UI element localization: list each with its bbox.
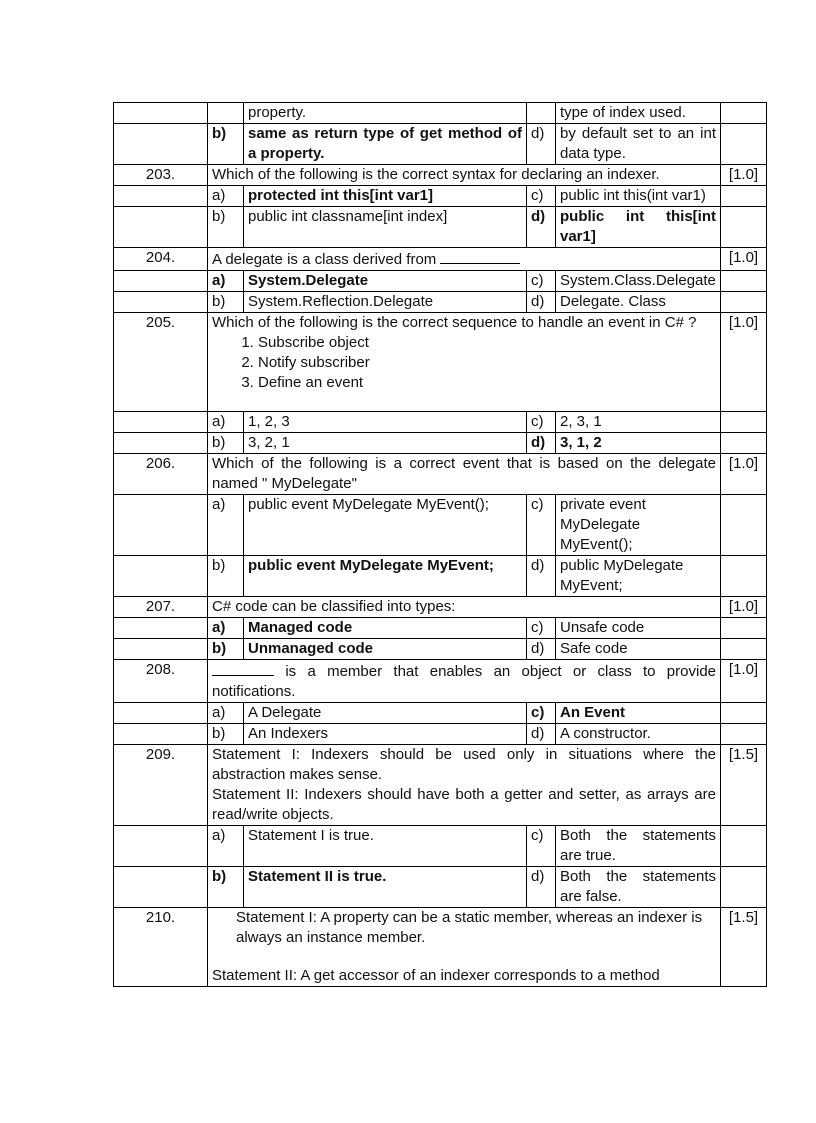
- table-row: [114, 271, 767, 292]
- question-cell: [208, 908, 721, 987]
- option-d: public MyDelegate MyEvent;: [556, 556, 721, 597]
- table-row: [114, 124, 767, 165]
- table-row: [114, 618, 767, 639]
- question-text: C# code can be classified into types:: [208, 597, 721, 618]
- question-text: A delegate is a class derived from: [212, 251, 437, 268]
- question-row: [114, 248, 767, 271]
- table-row: [114, 495, 767, 556]
- table-row: [114, 103, 767, 124]
- option-d: by default set to an int data type.: [556, 124, 721, 165]
- option-text: property.: [244, 103, 527, 124]
- question-number: 204.: [114, 248, 208, 271]
- statement-2: Statement II: A get accessor of an indexer corresponds to a method: [212, 967, 660, 984]
- question-cell: [208, 313, 721, 412]
- option-c: private event MyDelegate MyEvent();: [556, 495, 721, 556]
- question-text: is a member that enables an object or class to provide notifications.: [212, 663, 717, 700]
- question-cell: [208, 660, 721, 703]
- table-row: [114, 703, 767, 724]
- option-letter: d): [527, 292, 556, 313]
- statement-1: Statement I: A property can be a static member, whereas an indexer is always an instance member.: [236, 909, 703, 946]
- option-a-correct: protected int this[int var1]: [244, 186, 527, 207]
- question-row: [114, 660, 767, 703]
- option-letter: b): [208, 724, 244, 745]
- question-row: [114, 313, 767, 412]
- question-text: Which of the following is the correct sequence to handle an event in C# ?: [212, 314, 697, 331]
- option-a: A Delegate: [244, 703, 527, 724]
- option-letter: c): [527, 186, 556, 207]
- option-text: type of index used.: [556, 103, 721, 124]
- marks: [1.0]: [721, 660, 767, 703]
- table-row: [114, 292, 767, 313]
- option-letter: c): [527, 618, 556, 639]
- option-letter: c): [527, 412, 556, 433]
- table-row: [114, 433, 767, 454]
- option-a-correct: Managed code: [244, 618, 527, 639]
- option-letter: c): [527, 271, 556, 292]
- option-letter: d): [527, 124, 556, 165]
- option-c: public int this(int var1): [556, 186, 721, 207]
- option-d-correct: public int this[int var1]: [556, 207, 721, 248]
- question-number: 207.: [114, 597, 208, 618]
- option-letter: d): [527, 433, 556, 454]
- option-letter: d): [527, 556, 556, 597]
- list-item: 1. Subscribe object: [258, 333, 716, 353]
- option-a-correct: System.Delegate: [244, 271, 527, 292]
- marks: [1.5]: [721, 745, 767, 826]
- marks: [1.0]: [721, 248, 767, 271]
- option-b-correct: public event MyDelegate MyEvent;: [244, 556, 527, 597]
- option-letter: b): [208, 433, 244, 454]
- question-row: [114, 908, 767, 987]
- option-b-correct: Statement II is true.: [244, 867, 527, 908]
- table-row: [114, 639, 767, 660]
- table-row: [114, 867, 767, 908]
- table-row: [114, 412, 767, 433]
- option-c: 2, 3, 1: [556, 412, 721, 433]
- question-table: [113, 102, 767, 987]
- step-list: [212, 333, 716, 393]
- answer-blank: [212, 660, 274, 676]
- option-letter: a): [208, 186, 244, 207]
- question-cell: [208, 745, 721, 826]
- marks: [1.0]: [721, 313, 767, 412]
- option-a: 1, 2, 3: [244, 412, 527, 433]
- question-row: [114, 454, 767, 495]
- option-a: public event MyDelegate MyEvent();: [244, 495, 527, 556]
- marks: [1.0]: [721, 165, 767, 186]
- option-letter: d): [527, 639, 556, 660]
- statement-2: Statement II: Indexers should have both a getter and setter, as arrays are read/write objects.: [212, 786, 716, 823]
- option-letter: b): [208, 556, 244, 597]
- question-number: 208.: [114, 660, 208, 703]
- question-number: 203.: [114, 165, 208, 186]
- question-row: [114, 165, 767, 186]
- option-b-correct: same as return type of get method of a property.: [244, 124, 527, 165]
- question-number: 206.: [114, 454, 208, 495]
- option-letter: a): [208, 618, 244, 639]
- table-row: [114, 186, 767, 207]
- table-row: [114, 556, 767, 597]
- table-row: [114, 724, 767, 745]
- question-text: Which of the following is the correct syntax for declaring an indexer.: [208, 165, 721, 186]
- table-row: [114, 826, 767, 867]
- question-number: 209.: [114, 745, 208, 826]
- option-d-correct: 3, 1, 2: [556, 433, 721, 454]
- option-letter: c): [527, 826, 556, 867]
- question-cell: [208, 248, 721, 271]
- option-c: Unsafe code: [556, 618, 721, 639]
- option-b: 3, 2, 1: [244, 433, 527, 454]
- statement-1: Statement I: Indexers should be used only in situations where the abstraction makes sense.: [212, 746, 716, 783]
- option-letter: b): [208, 639, 244, 660]
- option-d: Both the statements are false.: [556, 867, 721, 908]
- marks: [1.0]: [721, 454, 767, 495]
- list-item: 3. Define an event: [258, 373, 716, 393]
- list-item: 2. Notify subscriber: [258, 353, 716, 373]
- option-b: System.Reflection.Delegate: [244, 292, 527, 313]
- option-letter: d): [527, 207, 556, 248]
- option-d: Safe code: [556, 639, 721, 660]
- marks: [1.0]: [721, 597, 767, 618]
- table-row: [114, 207, 767, 248]
- question-number: 205.: [114, 313, 208, 412]
- option-letter: c): [527, 703, 556, 724]
- option-letter: b): [208, 124, 244, 165]
- option-b: public int classname[int index]: [244, 207, 527, 248]
- option-letter: a): [208, 703, 244, 724]
- option-letter: d): [527, 724, 556, 745]
- option-letter: a): [208, 271, 244, 292]
- question-number: 210.: [114, 908, 208, 987]
- option-c-correct: An Event: [556, 703, 721, 724]
- option-c: System.Class.Delegate: [556, 271, 721, 292]
- question-text: Which of the following is a correct event that is based on the delegate named " MyDelegate": [208, 454, 721, 495]
- option-letter: a): [208, 826, 244, 867]
- option-letter: c): [527, 495, 556, 556]
- question-row: [114, 597, 767, 618]
- option-letter: d): [527, 867, 556, 908]
- option-letter: b): [208, 292, 244, 313]
- option-letter: a): [208, 495, 244, 556]
- option-a: Statement I is true.: [244, 826, 527, 867]
- option-b-correct: Unmanaged code: [244, 639, 527, 660]
- marks: [1.5]: [721, 908, 767, 987]
- option-letter: a): [208, 412, 244, 433]
- option-b: An Indexers: [244, 724, 527, 745]
- option-letter: b): [208, 207, 244, 248]
- option-d: A constructor.: [556, 724, 721, 745]
- option-letter: b): [208, 867, 244, 908]
- answer-blank: [440, 248, 520, 264]
- option-d: Delegate. Class: [556, 292, 721, 313]
- question-row: [114, 745, 767, 826]
- option-c: Both the statements are true.: [556, 826, 721, 867]
